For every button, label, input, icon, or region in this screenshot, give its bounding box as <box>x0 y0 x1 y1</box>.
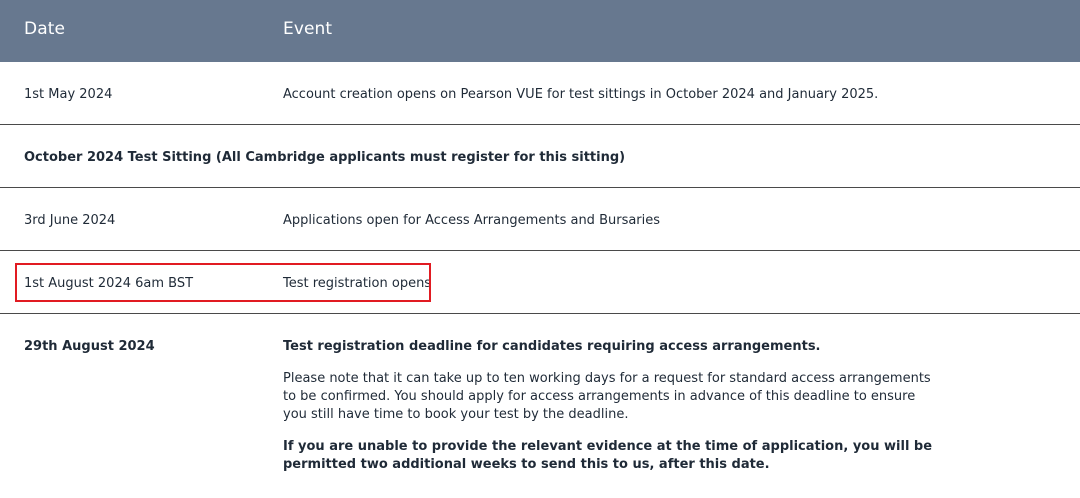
row-event <box>283 338 943 488</box>
table-row <box>0 188 1080 251</box>
row-event: Test registration opens <box>283 276 432 291</box>
event-title: Test registration deadline for candidates requiring access arrangements. <box>283 339 821 354</box>
section-heading: October 2024 Test Sitting (All Cambridge applicants must register for this sitting) <box>24 150 626 165</box>
table-row-highlighted <box>0 251 1080 314</box>
table-header <box>0 0 1080 62</box>
event-bold-note: If you are unable to provide the relevant evidence at the time of application, you will be permitted two additional weeks to send this to us, after this date. <box>283 439 933 472</box>
row-event: Account creation opens on Pearson VUE for test sittings in October 2024 and January 2025. <box>283 87 879 102</box>
row-date: 1st August 2024 6am BST <box>24 276 194 291</box>
row-date: 29th August 2024 <box>24 339 155 354</box>
row-event: Applications open for Access Arrangements and Bursaries <box>283 213 661 228</box>
table-row <box>0 62 1080 125</box>
date-column-header: Date <box>24 19 66 39</box>
row-date: 3rd June 2024 <box>24 213 116 228</box>
event-note: Please note that it can take up to ten working days for a request for standard access arrangements to be confirmed. You should apply for access arrangements in advance of this deadline to ensure you still have time to book your test by the deadline. <box>283 371 931 422</box>
event-column-header: Event <box>283 19 333 39</box>
table-row <box>0 314 1080 498</box>
table-row-section-heading <box>0 125 1080 188</box>
row-date: 1st May 2024 <box>24 87 113 102</box>
